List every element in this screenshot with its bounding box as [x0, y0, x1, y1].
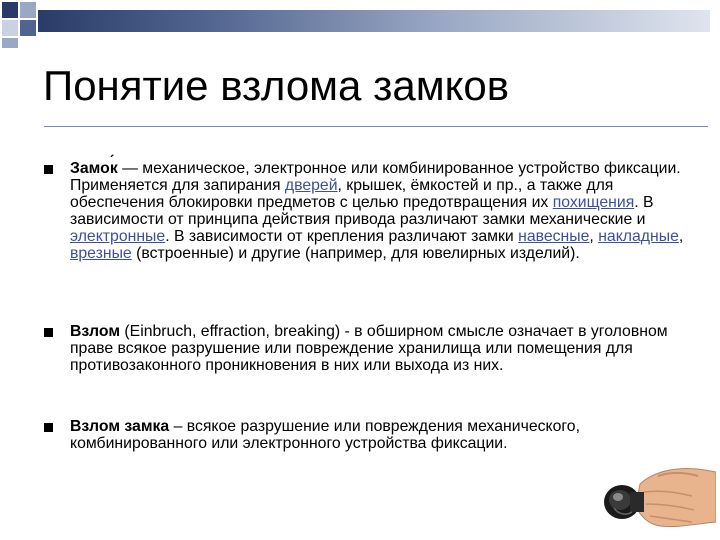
bullet-lock-break-definition: Взлом замка – всякое разрушение или повреждения механического, комбинированного или электронного устройства фиксации.: [70, 418, 580, 452]
bullet-marker: [44, 423, 53, 432]
deco-square-2: [20, 2, 36, 18]
bullet-marker: [44, 328, 53, 337]
hand-with-lock-illustration: [600, 462, 716, 536]
term-lock: Замок ́: [70, 160, 118, 177]
term-lock-break: Взлом замка: [70, 418, 170, 435]
deco-square-1: [2, 2, 18, 18]
deco-square-5: [2, 38, 18, 48]
link-padlock[interactable]: навесные: [518, 228, 590, 245]
bullet-break-in-definition: Взлом (Einbruch, effraction, breaking) - в обширном смысле означает в уголовном праве всякое разрушение или повреждение хранилища или помещения для противозаконного проникновения в них или выхода из них.: [70, 323, 668, 374]
deco-square-3: [20, 20, 36, 36]
link-rim-lock[interactable]: накладные: [598, 228, 679, 245]
term-break-in: Взлом: [70, 323, 121, 340]
title-divider: [44, 126, 708, 127]
header-gradient-bar: [38, 10, 710, 32]
deco-square-4: [2, 20, 18, 36]
link-theft[interactable]: похищения: [552, 194, 635, 211]
link-mortise[interactable]: врезные: [70, 245, 132, 262]
link-electronic[interactable]: электронные: [70, 228, 166, 245]
slide-title: Понятие взлома замков: [43, 62, 510, 109]
bullet-lock-definition: Замок ́ — механическое, электронное или комбинированное устройство фиксации. Применяется для запирания дверей, крышек, ёмкостей и пр., а также для обеспечения блокировки предметов с целью предотвращения их похищения. В зависимости от принципа действия привода различают замки механические и электронные. В зависимости от крепления различают замки навесные, накладные, врезные (встроенные) и другие (например, для ювелирных изделий).: [70, 160, 688, 262]
link-doors[interactable]: дверей: [284, 177, 338, 194]
bullet-marker: [44, 165, 53, 174]
